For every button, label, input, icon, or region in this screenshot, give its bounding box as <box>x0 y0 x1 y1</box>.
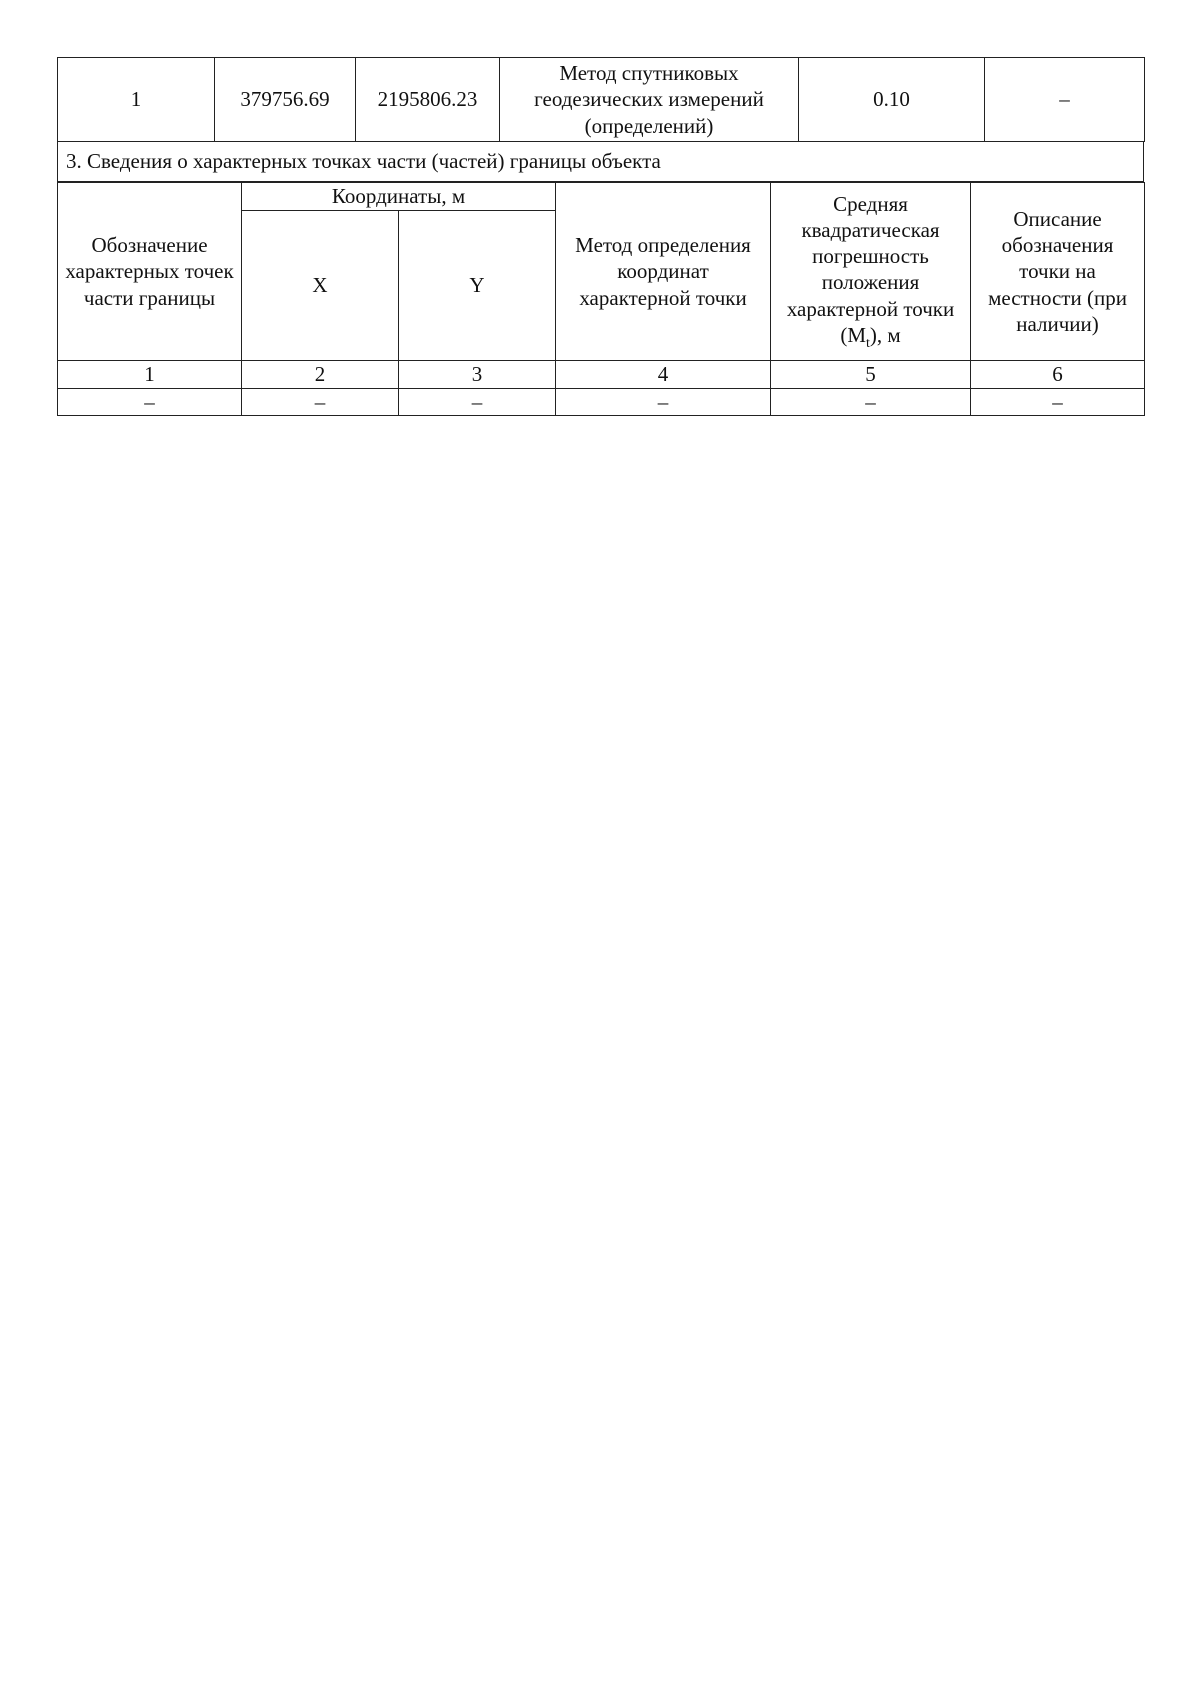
header-designation: Обозначение характерных точек части границы <box>58 183 242 361</box>
column-number: 6 <box>971 361 1145 389</box>
column-number: 2 <box>242 361 399 389</box>
table-row <box>58 389 1145 416</box>
column-number-row <box>58 361 1145 389</box>
header-error <box>771 183 971 361</box>
coordinate-x: 379756.69 <box>215 58 356 142</box>
part-boundary-points-table <box>57 182 1145 416</box>
column-number: 5 <box>771 361 971 389</box>
method-cell: Метод спутниковых геодезических измерений (определений) <box>500 58 799 142</box>
table-cell: – <box>556 389 771 416</box>
column-number: 1 <box>58 361 242 389</box>
table-cell: – <box>971 389 1145 416</box>
table-cell: – <box>771 389 971 416</box>
column-number: 4 <box>556 361 771 389</box>
table-cell: – <box>242 389 399 416</box>
section-title-row <box>58 142 1144 182</box>
header-x: X <box>242 211 399 361</box>
header-coordinates: Координаты, м <box>242 183 556 211</box>
header-error-prefix: Средняя квадратическая погрешность положения характерной точки (M <box>786 191 955 347</box>
header-description: Описание обозначения точки на местности (при наличии) <box>971 183 1145 361</box>
header-row-top <box>58 183 1145 211</box>
section-title-table <box>57 141 1144 182</box>
table-row <box>58 58 1145 142</box>
error-cell: 0.10 <box>799 58 985 142</box>
section-title: 3. Сведения о характерных точках части (частей) границы объекта <box>58 142 1144 182</box>
column-number: 3 <box>399 361 556 389</box>
header-error-suffix: ), м <box>869 322 901 347</box>
header-method: Метод определения координат характерной точки <box>556 183 771 361</box>
point-number: 1 <box>58 58 215 142</box>
header-error-subscript: t <box>866 335 870 351</box>
coordinate-y: 2195806.23 <box>356 58 500 142</box>
points-table-continuation <box>57 57 1145 142</box>
table-cell: – <box>399 389 556 416</box>
table-cell: – <box>58 389 242 416</box>
header-y: Y <box>399 211 556 361</box>
description-cell: – <box>985 58 1145 142</box>
